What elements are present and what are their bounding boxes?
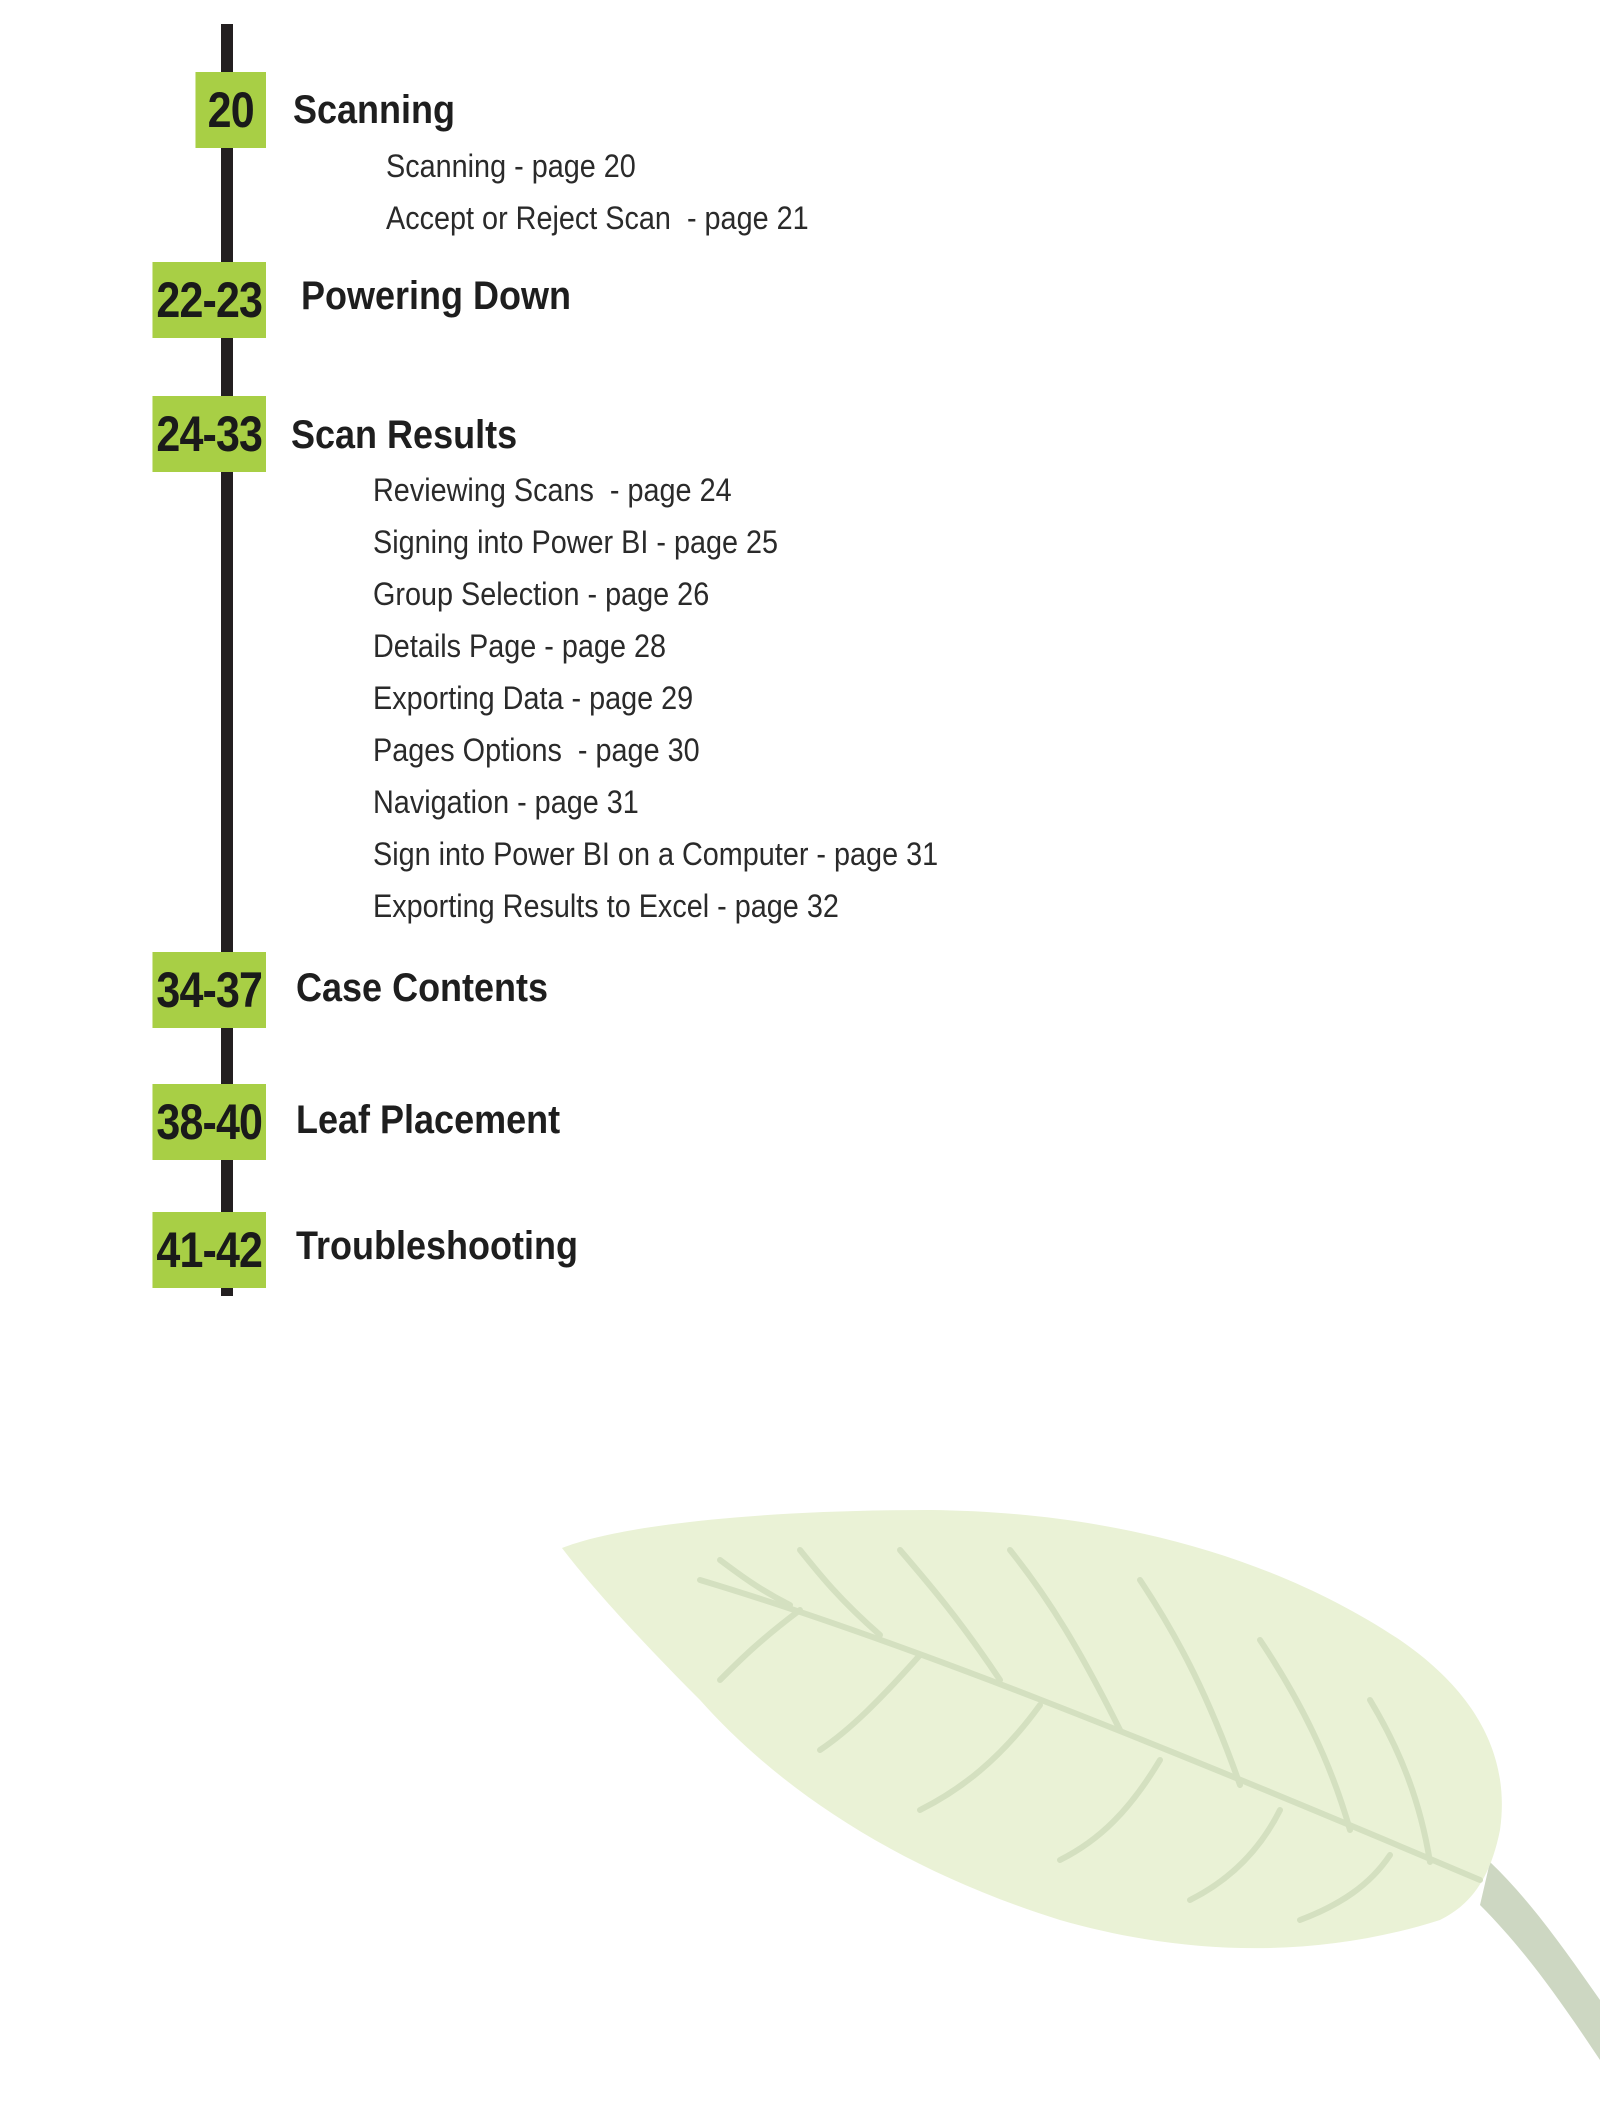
sublist-scan-results — [373, 464, 1001, 932]
page-badge-powering-down: 22-23 — [152, 262, 266, 338]
toc-item[interactable]: Navigation - page 31 — [373, 784, 639, 820]
toc-item[interactable]: Scanning - page 20 — [386, 148, 636, 184]
section-title-case-contents[interactable]: Case Contents — [296, 966, 549, 1010]
page-badge-case-contents: 34-37 — [152, 952, 266, 1028]
toc-item[interactable]: Signing into Power BI - page 25 — [373, 524, 779, 560]
page-badge-troubleshooting: 41-42 — [152, 1212, 266, 1288]
section-title-powering-down[interactable]: Powering Down — [301, 274, 571, 318]
toc-item[interactable]: Exporting Results to Excel - page 32 — [373, 888, 839, 924]
toc-item[interactable]: Pages Options - page 30 — [373, 732, 700, 768]
toc-item[interactable]: Sign into Power BI on a Computer - page 31 — [373, 836, 939, 872]
toc-item[interactable]: Details Page - page 28 — [373, 628, 666, 664]
page-badge-scan-results: 24-33 — [152, 396, 266, 472]
page-badge-scanning: 20 — [195, 72, 266, 148]
sublist-scanning — [386, 140, 856, 244]
toc-item[interactable]: Reviewing Scans - page 24 — [373, 472, 732, 508]
leaf-icon — [560, 1500, 1600, 2120]
page-badge-leaf-placement: 38-40 — [152, 1084, 266, 1160]
section-title-scanning[interactable]: Scanning — [293, 88, 456, 132]
leaf-stem — [1480, 1862, 1600, 2060]
toc-item[interactable]: Accept or Reject Scan - page 21 — [386, 200, 809, 236]
section-title-scan-results[interactable]: Scan Results — [291, 413, 518, 457]
section-title-troubleshooting[interactable]: Troubleshooting — [296, 1224, 578, 1268]
section-title-leaf-placement[interactable]: Leaf Placement — [296, 1098, 561, 1142]
toc-item[interactable]: Group Selection - page 26 — [373, 576, 710, 612]
toc-item[interactable]: Exporting Data - page 29 — [373, 680, 694, 716]
